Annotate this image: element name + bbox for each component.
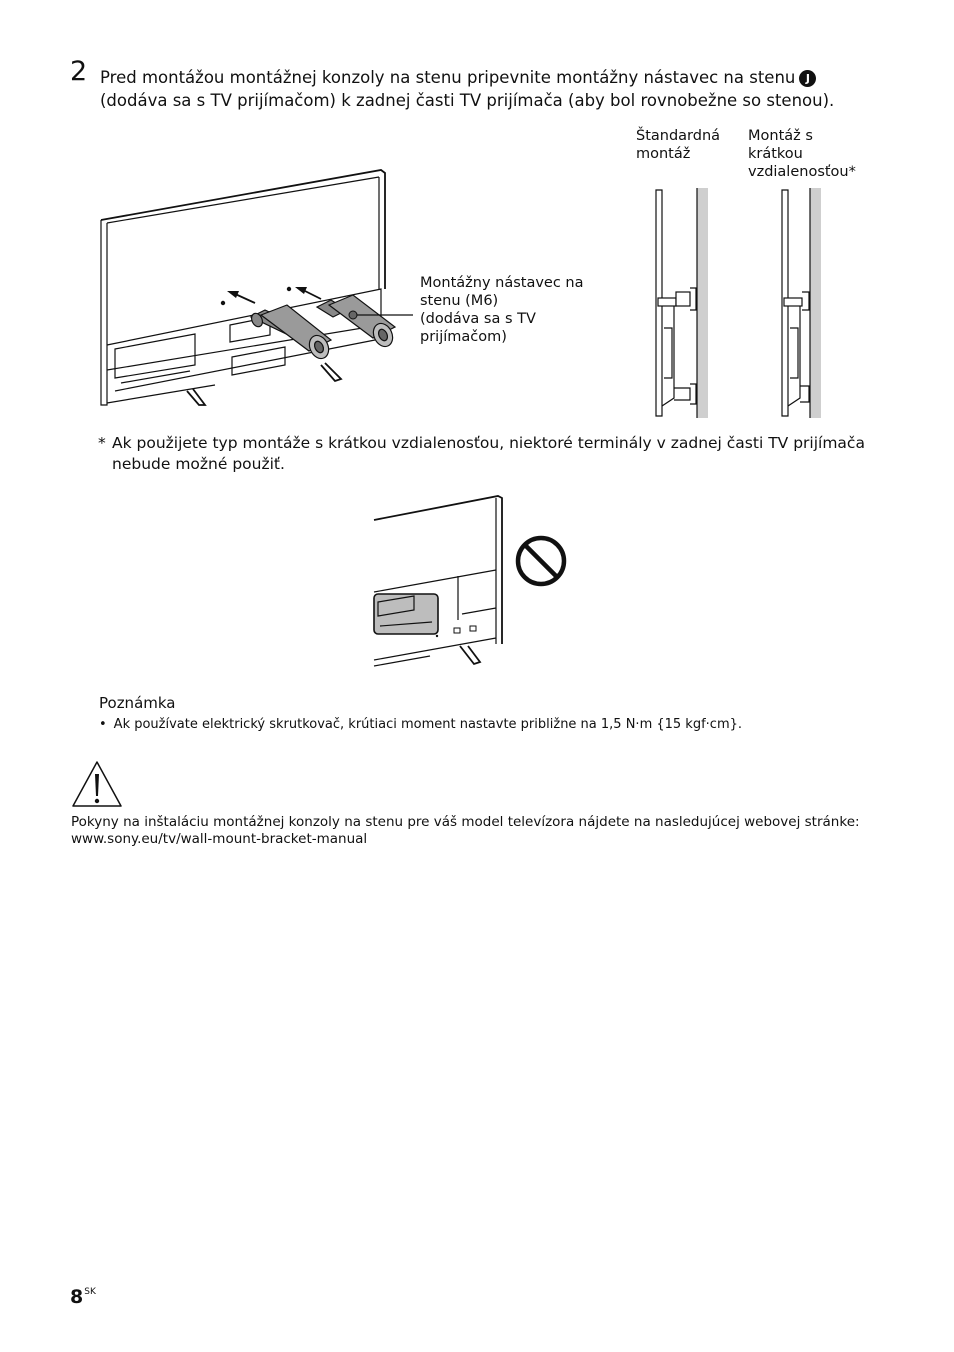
standard-mount-line-2: montáž	[636, 146, 691, 162]
standard-mount-side-view	[650, 188, 712, 420]
step-instruction-line-2: (dodáva sa s TV prijímačom) k zadnej časti TV prijímača (aby bol rovnobežne so stenou).	[100, 91, 835, 110]
step-instruction-line-1	[100, 66, 890, 89]
page-language-code: SK	[84, 1287, 96, 1297]
standard-mount-label	[636, 127, 720, 163]
callout-line-3: (dodáva sa s TV	[420, 311, 536, 327]
tv-back-attachment-illustration	[95, 165, 425, 410]
short-mount-side-view	[776, 188, 838, 420]
guide-url-link[interactable]: www.sony.eu/tv/wall-mount-bracket-manual	[71, 831, 368, 847]
standard-mount-line-1: Štandardná	[636, 128, 721, 144]
part-j-badge-icon: J	[799, 70, 816, 87]
footnote-marker: *	[98, 434, 106, 452]
callout-line-4: prijímačom)	[420, 329, 507, 345]
step-number: 2	[70, 56, 88, 87]
callout-line-1: Montážny nástavec na	[420, 275, 584, 291]
short-mount-line-1: Montáž s	[748, 128, 813, 144]
warning-triangle-icon	[71, 760, 123, 808]
note-item-text: Ak používate elektrický skrutkovač, krútiaci moment nastavte približne na 1,5 N·m {15 kgf·cm}.	[113, 717, 743, 732]
step-text-1: Pred montážou montážnej konzoly na stenu pripevnite montážny nástavec na stenu	[100, 68, 796, 87]
short-mount-footnote	[98, 433, 888, 475]
note-item	[99, 716, 742, 733]
blocked-terminals-illustration	[370, 494, 575, 676]
page-number-value: 8	[70, 1286, 84, 1308]
footnote-line-2: nebude možné použiť.	[112, 455, 285, 473]
note-bullet: •	[99, 717, 107, 732]
step-instruction	[100, 66, 890, 112]
spacer-callout-label	[420, 274, 584, 346]
note-heading: Poznámka	[99, 694, 176, 712]
short-mount-line-3: vzdialenosťou*	[748, 164, 856, 180]
short-mount-line-2: krátkou	[748, 146, 803, 162]
page-number	[70, 1281, 96, 1308]
short-mount-label	[748, 127, 856, 181]
callout-line-2: stenu (M6)	[420, 293, 499, 309]
footnote-line-1: Ak použijete typ montáže s krátkou vzdialenosťou, niektoré terminály v zadnej časti TV prijímača	[112, 434, 865, 452]
wall-mount-guide-text	[71, 814, 860, 848]
guide-text-line-1: Pokyny na inštaláciu montážnej konzoly na stenu pre váš model televízora nájdete na nasledujúcej webovej stránke:	[71, 814, 860, 830]
